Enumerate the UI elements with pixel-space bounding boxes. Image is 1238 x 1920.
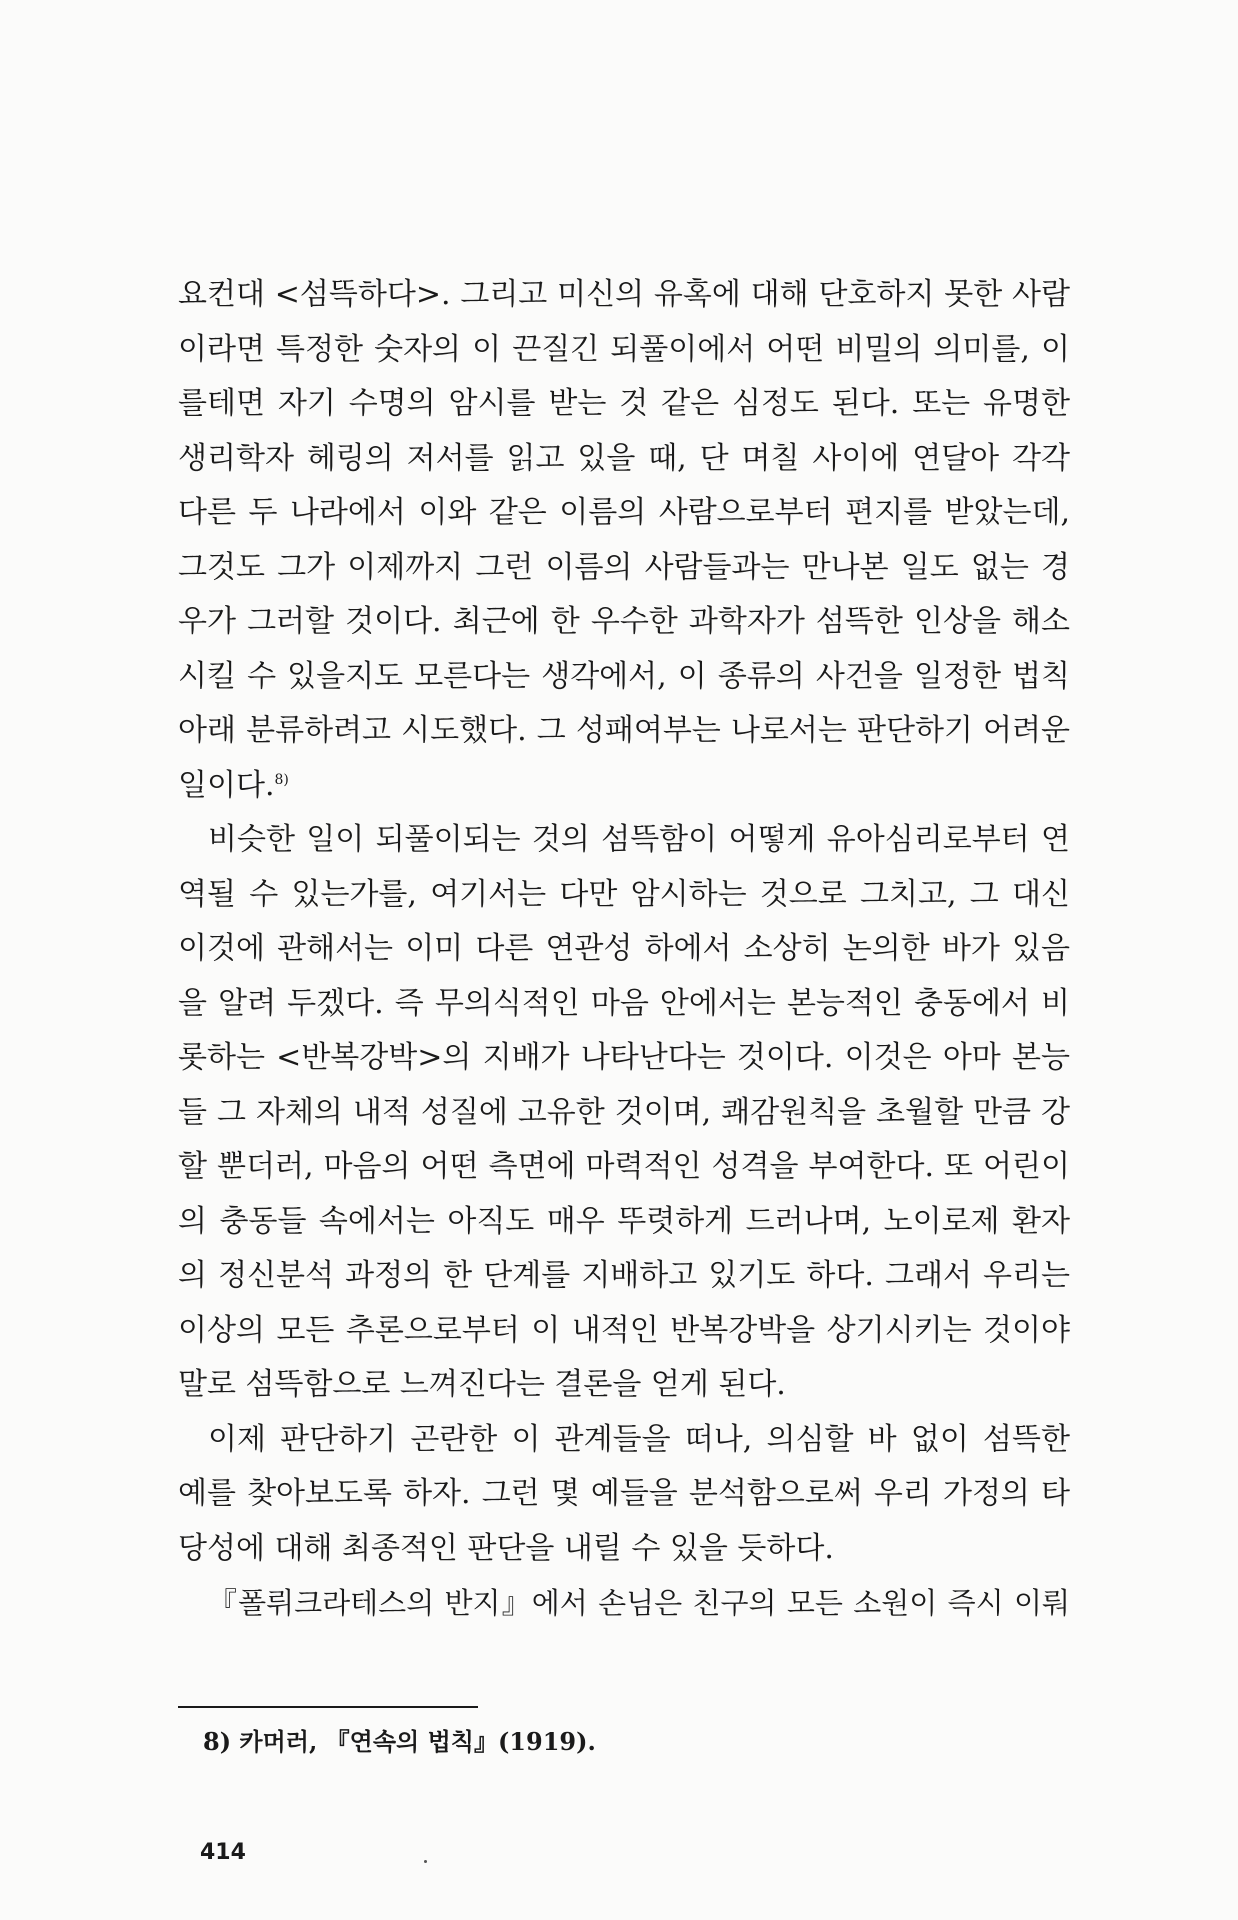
scan-speck bbox=[424, 1860, 427, 1863]
text-line: 다른 두 나라에서 이와 같은 이름의 사람으로부터 편지를 받았는데, bbox=[178, 495, 1070, 530]
text-line: 우가 그러할 것이다. 최근에 한 우수한 과학자가 섬뜩한 인상을 해소 bbox=[178, 604, 1070, 639]
text-line: 생리학자 헤링의 저서를 읽고 있을 때, 단 며칠 사이에 연달아 각각 bbox=[178, 440, 1070, 476]
body-text bbox=[178, 268, 1070, 1631]
text-line: 예를 찾아보도록 하자. 그런 몇 예들을 분석함으로써 우리 가정의 타 bbox=[178, 1476, 1070, 1511]
text-line: 말로 섬뜩함으로 느껴진다는 결론을 얻게 된다. bbox=[178, 1367, 786, 1402]
text-line: 를테면 자기 수명의 암시를 받는 것 같은 심정도 된다. 또는 유명한 bbox=[178, 386, 1070, 421]
text-line: 시킬 수 있을지도 모른다는 생각에서, 이 종류의 사건을 일정한 법칙 bbox=[178, 658, 1070, 694]
text-line: 의 정신분석 과정의 한 단계를 지배하고 있기도 하다. 그래서 우리는 bbox=[178, 1258, 1070, 1293]
line-text: 일이다. bbox=[178, 767, 275, 803]
text-line: 비슷한 일이 되풀이되는 것의 섬뜩함이 어떻게 유아심리로부터 연 bbox=[208, 822, 1070, 857]
text-line: 『폴뤼크라테스의 반지』에서 손님은 친구의 모든 소원이 즉시 이뤄 bbox=[208, 1586, 1070, 1620]
text-line: 할 뿐더러, 마음의 어떤 측면에 마력적인 성격을 부여한다. 또 어린이 bbox=[178, 1149, 1070, 1184]
page-number: 414 bbox=[200, 1840, 246, 1865]
footnote-mark: 8) bbox=[274, 771, 289, 788]
text-line: 그것도 그가 이제까지 그런 이름의 사람들과는 만나본 일도 없는 경 bbox=[178, 549, 1070, 585]
text-line: 이것에 관해서는 이미 다른 연관성 하에서 소상히 논의한 바가 있음 bbox=[178, 931, 1070, 966]
text-line: 요컨대 <섬뜩하다>. 그리고 미신의 유혹에 대해 단호하지 못한 사람 bbox=[178, 277, 1070, 312]
text-line: 당성에 대해 최종적인 판단을 내릴 수 있을 듯하다. bbox=[178, 1530, 834, 1566]
text-line: 이제 판단하기 곤란한 이 관계들을 떠나, 의심할 바 없이 섬뜩한 bbox=[208, 1421, 1070, 1457]
footnote-divider bbox=[178, 1706, 478, 1708]
text-line: 아래 분류하려고 시도했다. 그 성패여부는 나로서는 판단하기 어려운 bbox=[178, 713, 1070, 748]
text-line: 이라면 특정한 숫자의 이 끈질긴 되풀이에서 어떤 비밀의 의미를, 이 bbox=[178, 331, 1070, 367]
text-line: 을 알려 두겠다. 즉 무의식적인 마음 안에서는 본능적인 충동에서 비 bbox=[178, 985, 1070, 1021]
text-line: 이상의 모든 추론으로부터 이 내적인 반복강박을 상기시키는 것이야 bbox=[178, 1312, 1070, 1348]
text-line: 롯하는 <반복강박>의 지배가 나타난다는 것이다. 이것은 아마 본능 bbox=[178, 1040, 1070, 1075]
text-line: 역될 수 있는가를, 여기서는 다만 암시하는 것으로 그치고, 그 대신 bbox=[178, 876, 1070, 912]
text-line: 의 충동들 속에서는 아직도 매우 뚜렷하게 드러나며, 노이로제 환자 bbox=[178, 1203, 1070, 1239]
footnote: 8) 카머러, 『연속의 법칙』(1919). bbox=[203, 1727, 596, 1756]
text-line: 들 그 자체의 내적 성질에 고유한 것이며, 쾌감원칙을 초월할 만큼 강 bbox=[178, 1094, 1070, 1130]
text-line bbox=[178, 759, 1070, 814]
